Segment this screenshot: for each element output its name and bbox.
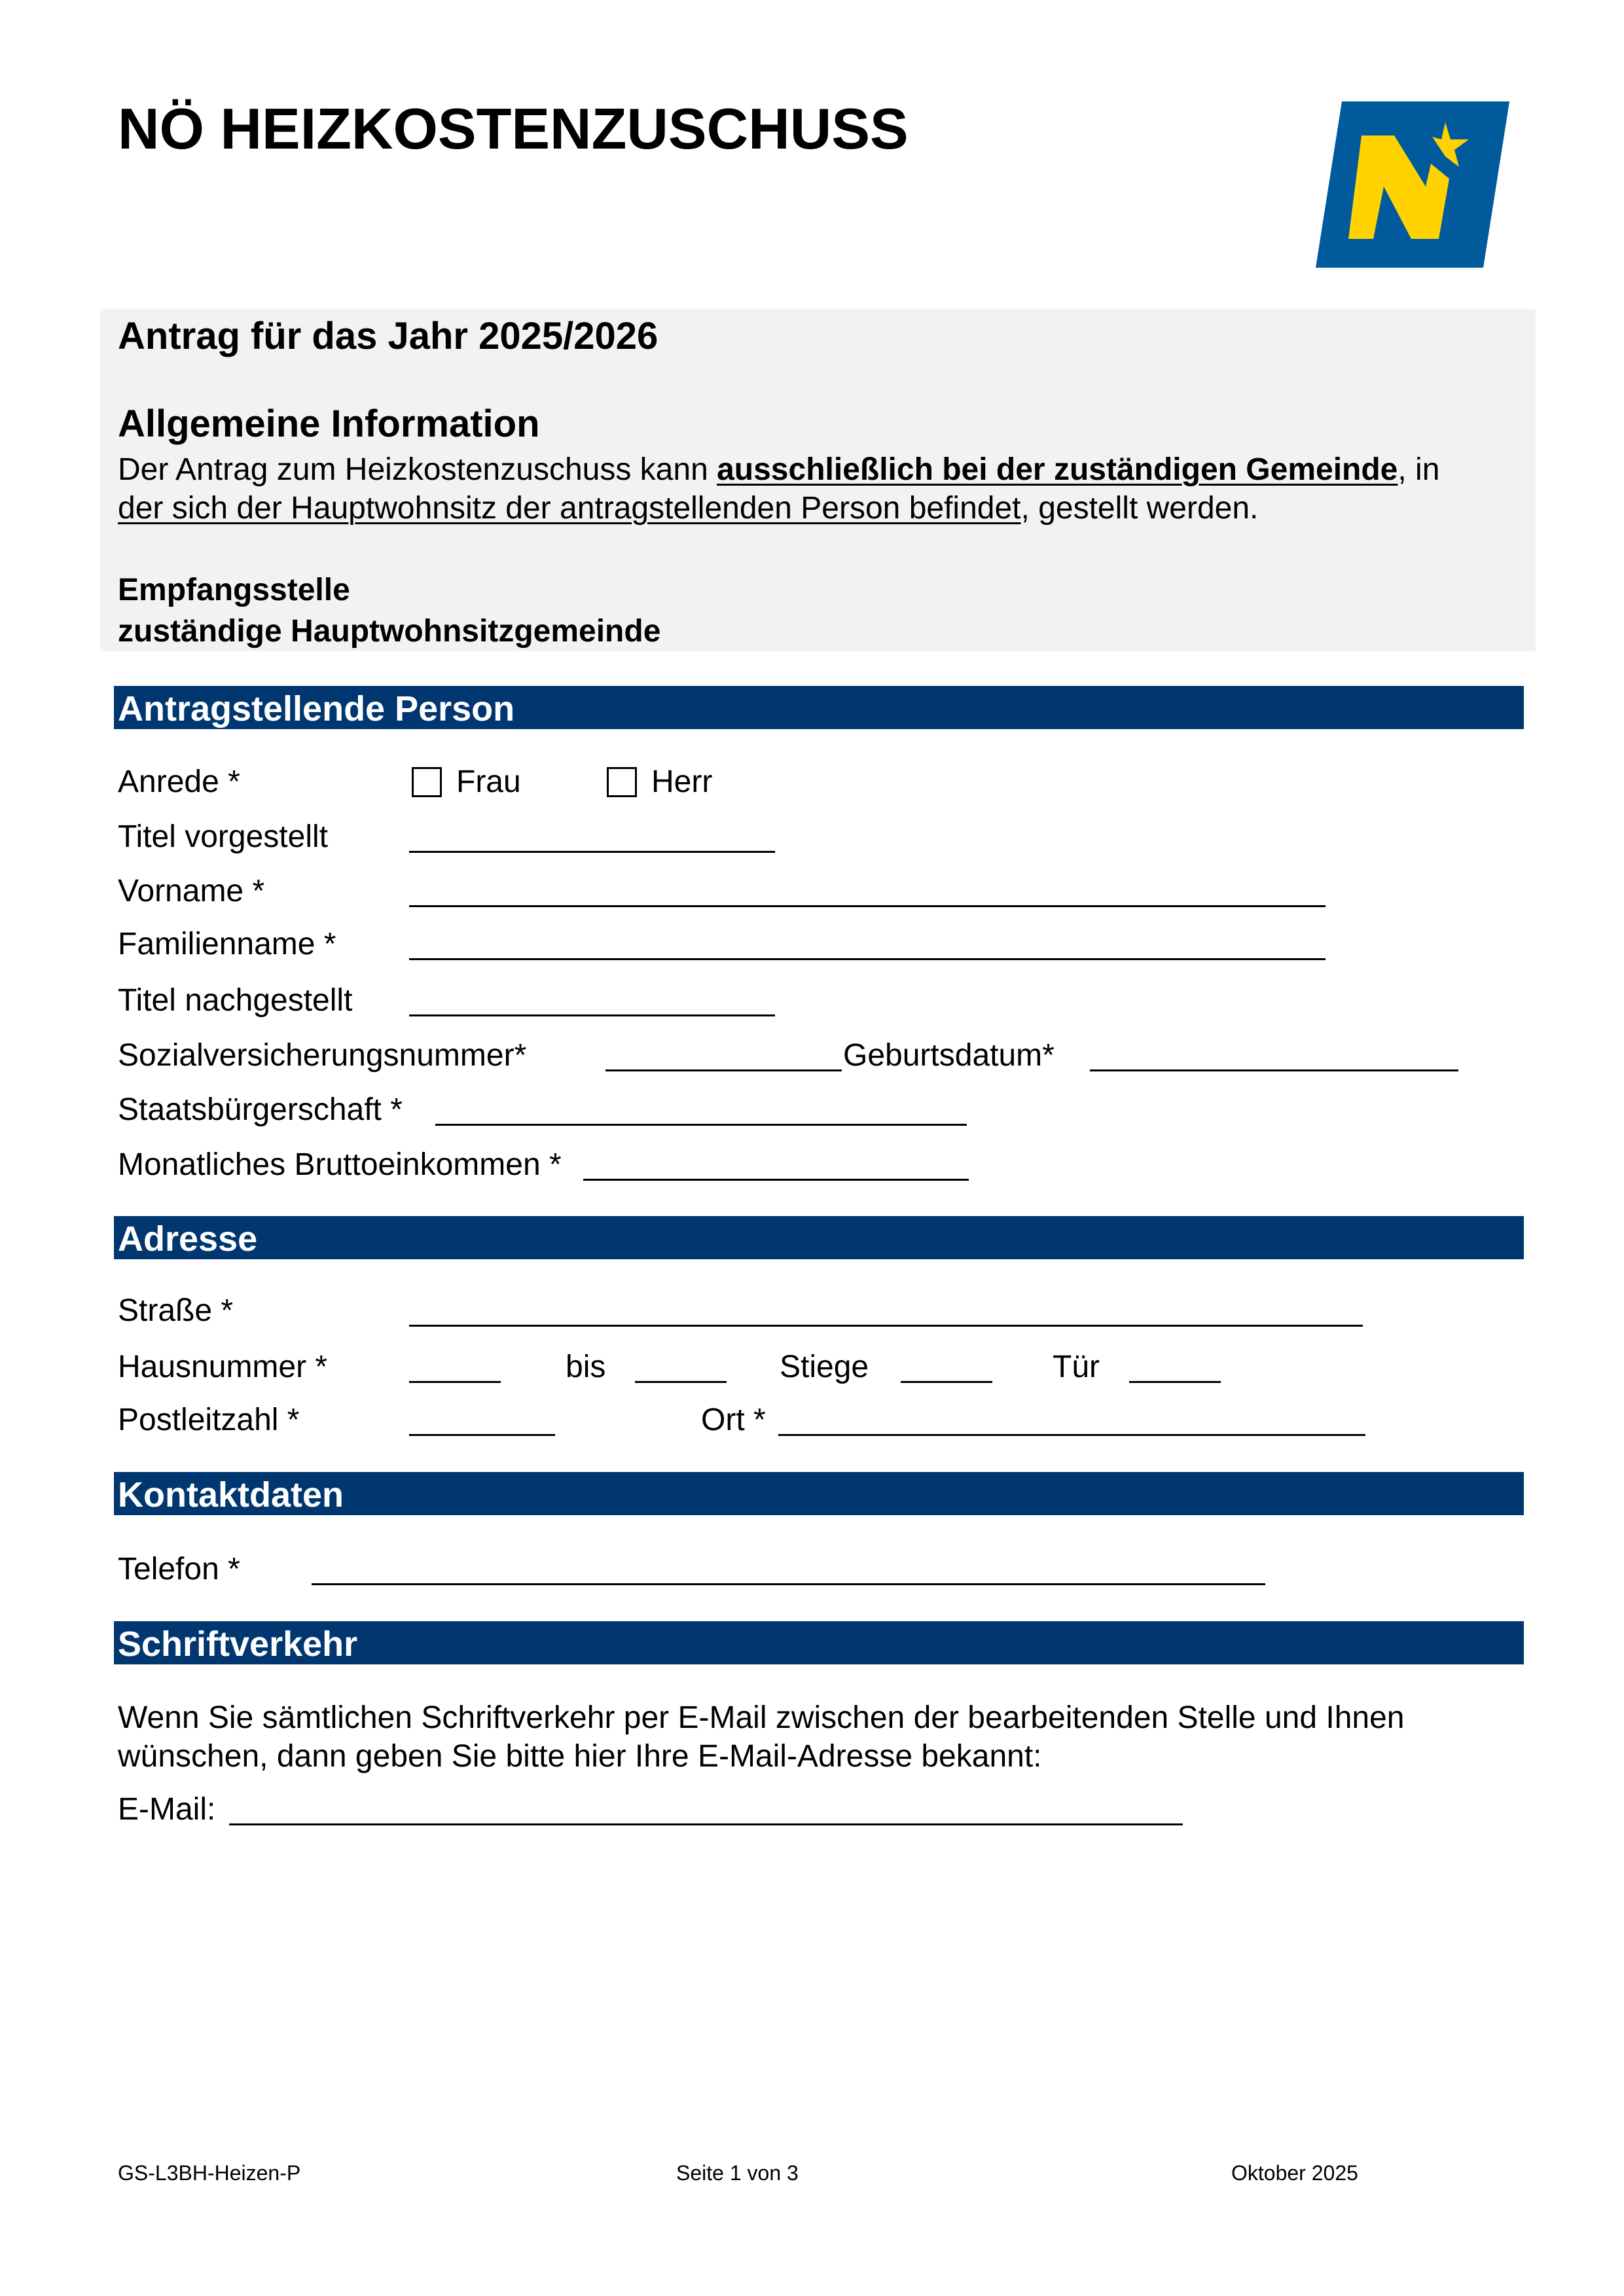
noe-logo-icon — [1316, 101, 1512, 270]
option-herr-label: Herr — [651, 764, 713, 799]
anrede-label: Anrede * — [118, 764, 240, 799]
hausnummer-field[interactable] — [409, 1381, 501, 1383]
bis-field[interactable] — [635, 1381, 727, 1383]
titel-vorgestellt-field[interactable] — [409, 851, 775, 853]
staatsbuergerschaft-label: Staatsbürgerschaft * — [118, 1092, 403, 1127]
correspondence-text-line-2: wünschen, dann geben Sie bitte hier Ihre E-Mail-Adresse bekannt: — [118, 1739, 1042, 1774]
email-label: E-Mail: — [118, 1792, 216, 1827]
bis-label: bis — [566, 1350, 606, 1384]
strasse-field[interactable] — [409, 1325, 1363, 1327]
year-heading: Antrag für das Jahr 2025/2026 — [118, 315, 659, 357]
footer-page-number: Seite 1 von 3 — [676, 2161, 799, 2185]
checkbox-herr[interactable] — [607, 767, 637, 797]
info-text-line-2 — [118, 490, 1258, 526]
footer-form-code: GS-L3BH-Heizen-P — [118, 2161, 301, 2185]
titel-nachgestellt-field[interactable] — [409, 1014, 775, 1016]
staatsbuergerschaft-field[interactable] — [435, 1124, 967, 1126]
ort-label: Ort * — [701, 1403, 766, 1437]
info-text-part: Der Antrag zum Heizkostenzuschuss kann — [118, 452, 717, 487]
footer-date: Oktober 2025 — [1231, 2161, 1358, 2185]
titel-nachgestellt-label: Titel nachgestellt — [118, 983, 353, 1018]
info-text-underlined: der sich der Hauptwohnsitz der antragstellenden Person befindet — [118, 491, 1021, 526]
telefon-field[interactable] — [312, 1583, 1265, 1585]
ort-field[interactable] — [778, 1434, 1365, 1436]
svnr-field[interactable] — [605, 1069, 842, 1071]
tuer-label: Tür — [1053, 1350, 1100, 1384]
info-text-line-1 — [118, 452, 1439, 488]
section-header-applicant — [114, 686, 1524, 729]
section-header-address — [114, 1216, 1524, 1259]
svnr-label: Sozialversicherungsnummer* — [118, 1038, 527, 1073]
stiege-label: Stiege — [780, 1350, 869, 1384]
section-header-contact — [114, 1472, 1524, 1515]
info-text-part: , in — [1398, 452, 1440, 487]
geburtsdatum-field[interactable] — [1090, 1069, 1458, 1071]
einkommen-label: Monatliches Bruttoeinkommen * — [118, 1147, 562, 1182]
geburtsdatum-label: Geburtsdatum* — [843, 1038, 1055, 1073]
info-text-part: , gestellt werden. — [1020, 491, 1259, 526]
hausnummer-label: Hausnummer * — [118, 1350, 328, 1384]
stiege-field[interactable] — [901, 1381, 992, 1383]
section-title: Adresse — [118, 1219, 258, 1259]
telefon-label: Telefon * — [118, 1552, 240, 1587]
receiver-value: zuständige Hauptwohnsitzgemeinde — [118, 614, 661, 649]
option-frau-label: Frau — [456, 764, 521, 799]
titel-vorgestellt-label: Titel vorgestellt — [118, 819, 328, 854]
document-title: NÖ HEIZKOSTENZUSCHUSS — [118, 96, 909, 161]
vorname-label: Vorname * — [118, 874, 265, 908]
receiver-label: Empfangsstelle — [118, 573, 350, 607]
familienname-field[interactable] — [409, 958, 1326, 960]
familienname-label: Familienname * — [118, 927, 336, 961]
info-text-emphasis: ausschließlich bei der zuständigen Gemeinde — [717, 452, 1398, 487]
plz-field[interactable] — [409, 1434, 555, 1436]
email-field[interactable] — [229, 1823, 1183, 1825]
strasse-label: Straße * — [118, 1293, 234, 1328]
section-title: Schriftverkehr — [118, 1624, 358, 1664]
general-info-heading: Allgemeine Information — [118, 403, 540, 445]
section-title: Antragstellende Person — [118, 689, 515, 728]
section-header-correspondence — [114, 1621, 1524, 1664]
plz-label: Postleitzahl * — [118, 1403, 300, 1437]
section-title: Kontaktdaten — [118, 1475, 344, 1515]
checkbox-frau[interactable] — [412, 767, 442, 797]
vorname-field[interactable] — [409, 905, 1326, 907]
tuer-field[interactable] — [1129, 1381, 1221, 1383]
einkommen-field[interactable] — [583, 1179, 969, 1181]
correspondence-text-line-1: Wenn Sie sämtlichen Schriftverkehr per E-Mail zwischen der bearbeitenden Stelle und Ihnen — [118, 1700, 1405, 1735]
